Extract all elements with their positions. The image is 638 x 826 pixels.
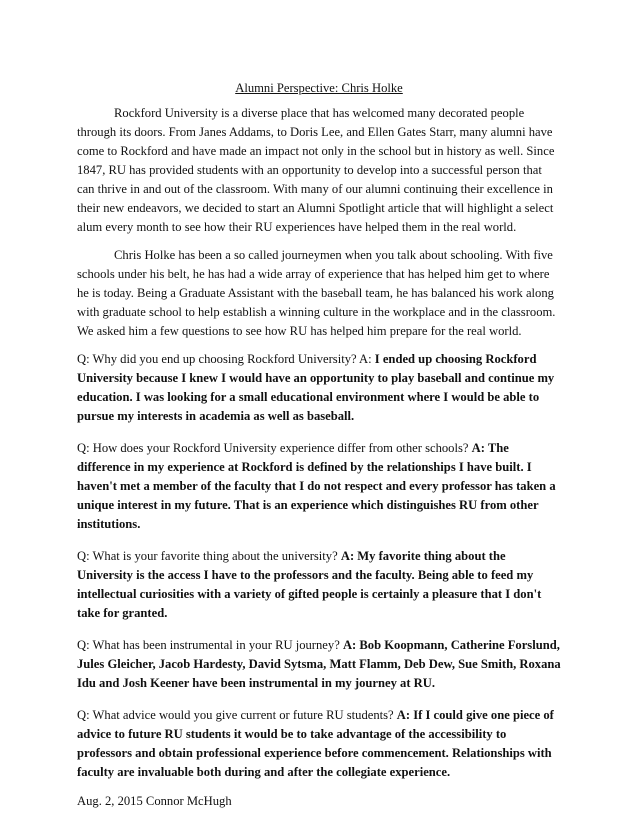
- question-text: Q: What is your favorite thing about the university?: [77, 549, 338, 563]
- profile-paragraph: Chris Holke has been a so called journeymen when you talk about schooling. With five schools under his belt, he has had a wide array of experience that has helped him get to where he is today. Being a Graduate Assistant with the baseball team, he has balanced his work along with graduate school to help establish a winning culture in the workplace and in the classroom. We asked him a few questions to see how RU has helped him prepare for the real world.: [77, 248, 556, 338]
- qa-item: [77, 636, 561, 693]
- answer-text: A: Bob Koopmann, Catherine Forslund, Jules Gleicher, Jacob Hardesty, David Sytsma, Matt Flamm, Deb Dew, Sue Smith, Roxana Idu and Josh Keener have been instrumental in my journey at RU.: [77, 638, 561, 690]
- question-text: Q: What has been instrumental in your RU journey?: [77, 638, 340, 652]
- question-text: Q: How does your Rockford University experience differ from other schools?: [77, 441, 469, 455]
- document-title: Alumni Perspective: Chris Holke: [235, 81, 403, 95]
- answer-text: A: My favorite thing about the University is the access I have to the professors and the faculty. Being able to feed my intellectual curiosities with a variety of gifted people is certainly a pleasure that I don't take for granted.: [77, 549, 542, 620]
- signature-line: Aug. 2, 2015 Connor McHugh: [77, 794, 232, 808]
- intro-paragraph: Rockford University is a diverse place that has welcomed many decorated people through its doors. From Janes Addams, to Doris Lee, and Ellen Gates Starr, many alumni have come to Rockford and have made an impact not only in the school but in history as well. Since 1847, RU has provided students with an opportunity to develop into a successful person that can thrive in and out of the classroom. With many of our alumni continuing their excellence in their new endeavors, we decided to start an Alumni Spotlight article that will highlight a select alum every month to see how their RU experiences have helped them in the real world.: [77, 106, 555, 234]
- qa-item: [77, 350, 561, 426]
- document-body: [77, 79, 561, 811]
- qa-item: [77, 439, 561, 534]
- question-text: Q: What advice would you give current or future RU students?: [77, 708, 394, 722]
- qa-item: [77, 706, 561, 782]
- question-text: Q: Why did you end up choosing Rockford University? A:: [77, 352, 372, 366]
- answer-text: I ended up choosing Rockford University because I knew I would have an opportunity to play baseball and continue my education. I was looking for a small educational environment where I would be able to pursue my interests in academia as well as baseball.: [77, 352, 555, 423]
- answer-text: A: The difference in my experience at Rockford is defined by the relationships I have built. I haven't met a member of the faculty that I do not respect and every professor has taken a unique interest in my future. That is an experience which distinguishes RU from other institutions.: [77, 441, 556, 531]
- qa-item: [77, 547, 561, 623]
- answer-text: A: If I could give one piece of advice to future RU students it would be to take advantage of the accessibility to professors and obtain professional experience before commencement. Relationships with faculty are invaluable both during and after the collegiate experience.: [77, 708, 554, 779]
